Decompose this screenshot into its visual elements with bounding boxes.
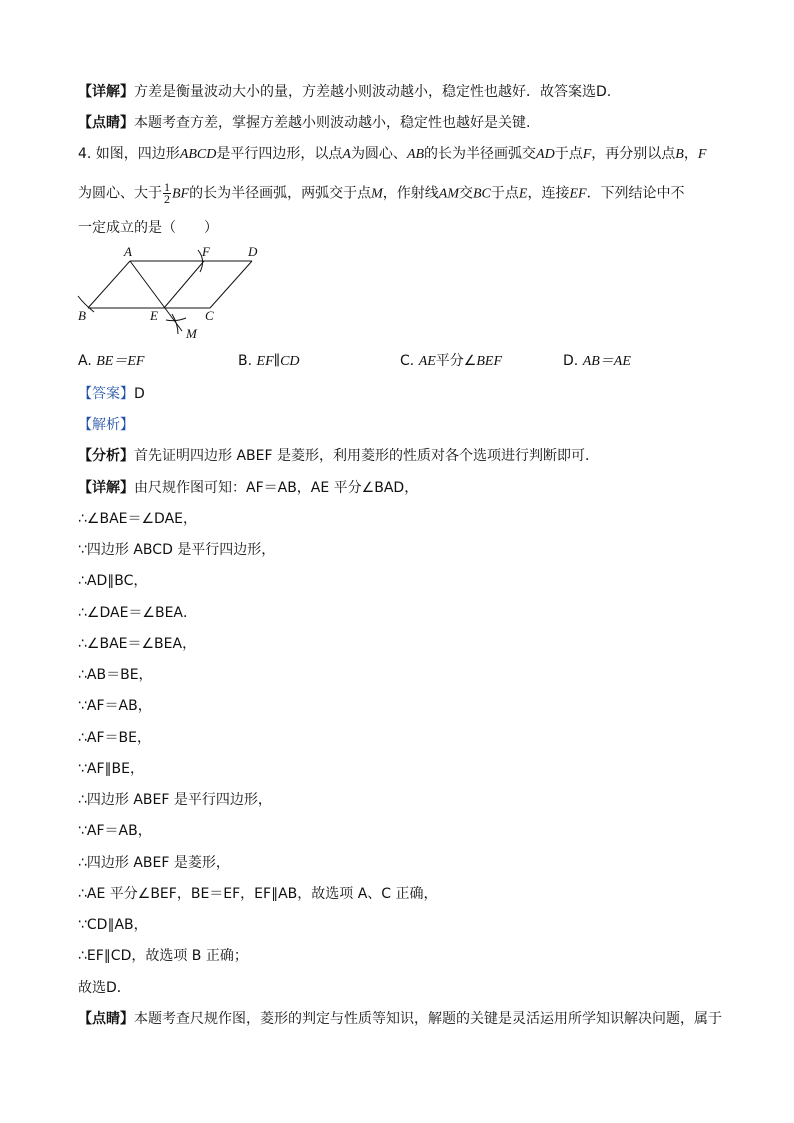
analysis-heading: 【解析】 — [78, 417, 134, 433]
comment-tag: 【点睛】 — [78, 115, 134, 131]
segment-ef — [164, 261, 204, 308]
option-c-text: 平分∠ — [435, 353, 477, 369]
q4-var: AB — [406, 147, 425, 162]
solution-step: ∵AF＝AB， — [78, 823, 152, 839]
comment-text: 本题考查方差，掌握方差越小则波动越小，稳定性也越好是关键. — [134, 115, 531, 131]
solution-step: 故选D． — [78, 980, 131, 996]
option-c-var: BEF — [476, 354, 503, 369]
q4-var: F — [582, 147, 592, 162]
solution-step: ∵四边形 ABCD 是平行四边形， — [78, 542, 276, 558]
option-b-label: B. — [238, 353, 253, 369]
arc-at-m-1 — [166, 318, 186, 321]
detail-tag: 【详解】 — [78, 84, 134, 100]
solution-tag: 【详解】 — [78, 480, 134, 496]
q4-var: A — [342, 147, 351, 162]
option-b-expr: EF∥CD — [256, 354, 300, 369]
segment-ab — [88, 261, 130, 308]
option-a — [78, 352, 144, 371]
solution-step: ∵AF＝AB， — [78, 698, 152, 714]
question-4-line-3: 一定成立的是（ ） — [78, 220, 218, 236]
answer-line — [78, 385, 145, 403]
q4-text: 为圆心、 — [350, 146, 407, 162]
q4-var: AM — [438, 186, 459, 202]
parallelogram-figure — [74, 240, 274, 345]
q4-var: F — [697, 147, 707, 162]
label-f: F — [202, 244, 210, 259]
solution-step: ∴EF∥CD，故选项 B 正确； — [78, 948, 248, 964]
detail-text: 方差是衡量波动大小的量，方差越小则波动越小，稳定性也越好．故答案选D. — [134, 84, 612, 100]
fraction-numerator: 1 — [164, 180, 170, 194]
answer-text: D — [134, 386, 145, 402]
label-a: A — [124, 244, 132, 259]
option-d-expr: AB＝AE — [582, 354, 631, 369]
q4-text: ．下列结论中不 — [586, 185, 685, 202]
q4-text: 是平行四边形，以点 — [216, 146, 343, 162]
comment-tag: 【点睛】 — [78, 1011, 134, 1027]
q4-text: ，连接 — [527, 185, 570, 202]
q4-text: 于点 — [554, 146, 583, 162]
q4-text: 的长为半径画弧交 — [424, 146, 537, 162]
label-d: D — [248, 244, 258, 259]
q4-text: 的长为半径画弧，两弧交于点 — [189, 185, 372, 202]
segment-cd — [210, 261, 252, 308]
label-b: B — [78, 308, 86, 323]
option-b — [238, 352, 300, 371]
q4-text: ， — [683, 146, 698, 162]
solution-step: ∴AE 平分∠BEF，BE＝EF，EF∥AB，故选项 A、C 正确， — [78, 886, 438, 902]
option-c-var: AE — [418, 354, 436, 369]
q4-var: BF — [172, 186, 190, 202]
label-e: E — [150, 308, 158, 323]
analysis-summary — [78, 447, 599, 465]
solution-intro — [78, 479, 418, 497]
analysis-text: 首先证明四边形 ABEF 是菱形，利用菱形的性质对各个选项进行判断即可． — [134, 448, 599, 464]
solution-step: ∴∠DAE＝∠BEA． — [78, 605, 197, 621]
q4-var: EF — [569, 186, 587, 202]
solution-step: ∵AF∥BE， — [78, 761, 144, 777]
q4-var: BC — [473, 186, 491, 202]
solution-step: ∴AB＝BE， — [78, 667, 153, 683]
q4-text: 于点 — [490, 185, 519, 202]
q4-text: 交 — [459, 185, 473, 202]
option-d-label: D. — [563, 353, 579, 369]
solution-step: ∴AD∥BC， — [78, 573, 148, 589]
question-4-line-1 — [78, 145, 706, 164]
fraction-one-half — [163, 182, 171, 205]
q4-text: 为圆心、大于 — [78, 185, 162, 202]
q4-text: ，作射线 — [382, 185, 439, 202]
solution-text: 由尺规作图可知：AF＝AB，AE 平分∠BAD， — [134, 480, 419, 496]
option-a-expr: BE＝EF — [96, 354, 145, 369]
q4-var: ABCD — [179, 147, 217, 162]
solution-step: ∵CD∥AB， — [78, 917, 148, 933]
q4-text: ，再分别以点 — [591, 146, 676, 162]
detail-paragraph-q3 — [78, 83, 611, 101]
solution-step: ∴四边形 ABEF 是平行四边形， — [78, 792, 272, 808]
q4-var: B — [675, 147, 684, 162]
answer-tag: 【答案】 — [78, 386, 134, 402]
solution-step: ∴∠BAE＝∠BEA， — [78, 636, 197, 652]
q4-var: M — [371, 186, 383, 202]
solution-step: ∴∠BAE＝∠DAE， — [78, 511, 197, 527]
option-d — [563, 352, 631, 371]
question-4-line-2 — [78, 182, 685, 205]
solution-step: ∴AF＝BE， — [78, 730, 151, 746]
fraction-denominator: 2 — [164, 192, 170, 206]
q4-var: AD — [536, 147, 555, 162]
comment-text: 本题考查尺规作图，菱形的判定与性质等知识，解题的关键是灵活运用所学知识解决问题，属于 — [134, 1011, 722, 1027]
q4-text: 4. 如图，四边形 — [78, 146, 180, 162]
q4-var: E — [518, 186, 528, 202]
comment-paragraph-q3 — [78, 114, 530, 132]
analysis-tag: 【分析】 — [78, 448, 134, 464]
label-c: C — [205, 308, 214, 323]
comment-paragraph-q4 — [78, 1010, 722, 1028]
option-c — [400, 352, 502, 371]
option-c-label: C. — [400, 353, 415, 369]
option-a-label: A. — [78, 353, 92, 369]
solution-step: ∴四边形 ABEF 是菱形， — [78, 855, 230, 871]
label-m: M — [186, 326, 197, 341]
